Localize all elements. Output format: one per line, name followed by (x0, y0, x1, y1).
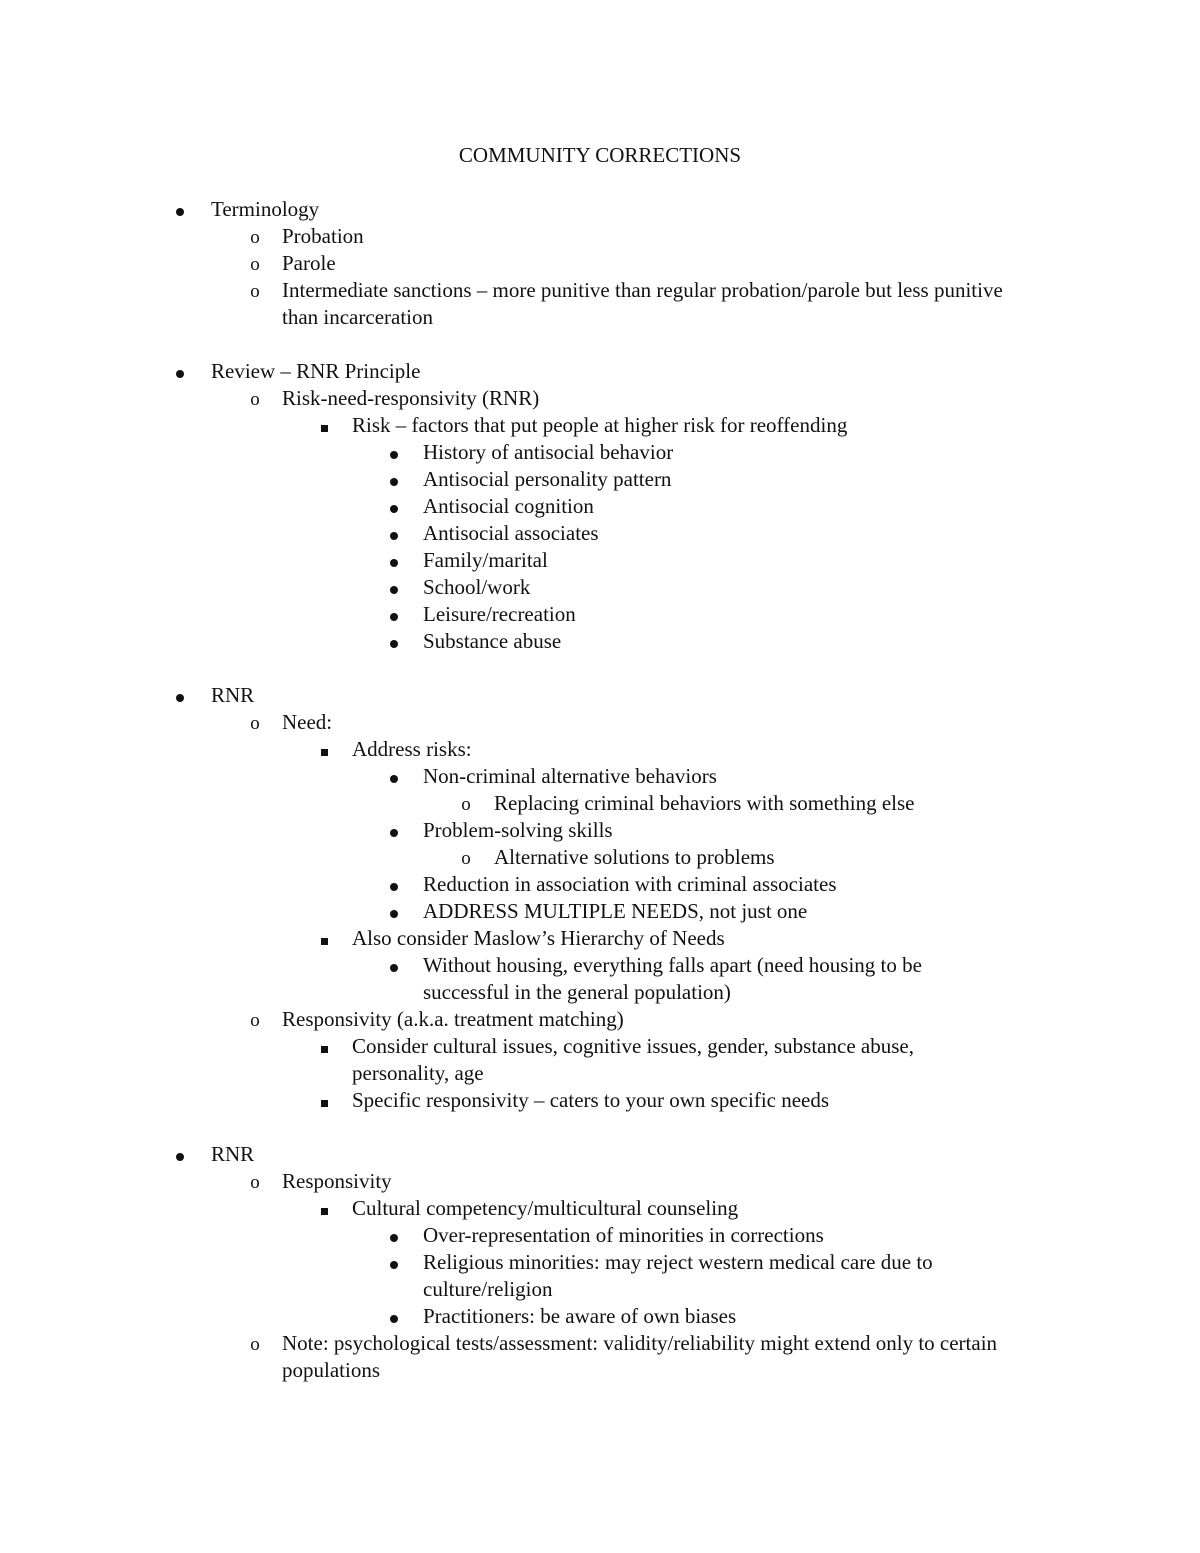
blank-line (0, 655, 1200, 682)
bullet-square-icon (314, 412, 334, 439)
list-item (0, 1249, 1200, 1303)
list-item (0, 1033, 1200, 1087)
bullet-dot-icon (384, 1249, 404, 1276)
bullet-dot-icon (384, 493, 404, 520)
list-item (0, 196, 1200, 223)
list-item (0, 223, 1200, 250)
bullet-circle-icon: o (461, 848, 471, 869)
bullet-circle-icon: o (250, 1334, 260, 1355)
bullet-dot-icon (384, 817, 404, 844)
list-item-text: Non-criminal alternative behaviors (423, 764, 717, 788)
list-item-text: Specific responsivity – caters to your own specific needs (352, 1088, 830, 1112)
list-item-text: Practitioners: be aware of own biases (423, 1304, 737, 1328)
list-item-text: Replacing criminal behaviors with something else (494, 791, 915, 815)
list-item-text: ADDRESS MULTIPLE NEEDS, not just one (423, 899, 808, 923)
list-item-text: Over-representation of minorities in corrections (423, 1223, 824, 1247)
list-item (0, 844, 1200, 871)
bullet-dot-icon (384, 520, 404, 547)
list-item (0, 574, 1200, 601)
list-item-text: Cultural competency/multicultural counseling (352, 1196, 739, 1220)
list-item (0, 682, 1200, 709)
bullet-circle-icon: o (250, 254, 260, 275)
list-item (0, 1303, 1200, 1330)
list-item-text: Parole (282, 251, 336, 275)
bullet-dot-icon (384, 952, 404, 979)
list-item (0, 466, 1200, 493)
bullet-dot-icon (384, 1222, 404, 1249)
outline-list (0, 196, 1200, 1384)
list-item-text: RNR (211, 1142, 255, 1166)
list-item-text: RNR (211, 683, 255, 707)
page-title: COMMUNITY CORRECTIONS (458, 143, 742, 167)
bullet-circle-icon: o (250, 281, 260, 302)
list-item (0, 1330, 1200, 1384)
list-item (0, 493, 1200, 520)
list-item (0, 1222, 1200, 1249)
list-item (0, 1006, 1200, 1033)
bullet-dot-icon (384, 439, 404, 466)
list-item (0, 628, 1200, 655)
list-item-text: School/work (423, 575, 531, 599)
bullet-circle-icon: o (250, 1010, 260, 1031)
list-item-text: Antisocial associates (423, 521, 599, 545)
list-item-text: Without housing, everything falls apart (need housing to be successful in the general population) (423, 953, 922, 1004)
list-item-text: Responsivity (282, 1169, 392, 1193)
list-item (0, 547, 1200, 574)
bullet-dot-icon (384, 466, 404, 493)
list-item-text: Terminology (211, 197, 320, 221)
list-item-text: Need: (282, 710, 333, 734)
list-item (0, 790, 1200, 817)
list-item (0, 412, 1200, 439)
list-item-text: Risk – factors that put people at higher risk for reoffending (352, 413, 848, 437)
bullet-circle-icon: o (250, 227, 260, 248)
bullet-circle-icon: o (461, 794, 471, 815)
bullet-dot-icon (384, 547, 404, 574)
bullet-square-icon (314, 1087, 334, 1114)
blank-line (0, 1114, 1200, 1141)
list-item-text: Reduction in association with criminal associates (423, 872, 837, 896)
list-item-text: Religious minorities: may reject western medical care due to culture/religion (423, 1250, 933, 1301)
list-item-text: History of antisocial behavior (423, 440, 674, 464)
list-item (0, 358, 1200, 385)
bullet-square-icon (314, 1195, 334, 1222)
list-item-text: Antisocial cognition (423, 494, 594, 518)
blank-line (0, 331, 1200, 358)
list-item (0, 736, 1200, 763)
list-item (0, 763, 1200, 790)
bullet-dot-icon (170, 682, 190, 709)
list-item-text: Alternative solutions to problems (494, 845, 775, 869)
list-item (0, 601, 1200, 628)
list-item (0, 1087, 1200, 1114)
bullet-dot-icon (384, 871, 404, 898)
list-item (0, 871, 1200, 898)
list-item-text: Risk-need-responsivity (RNR) (282, 386, 540, 410)
list-item-text: Review – RNR Principle (211, 359, 421, 383)
list-item (0, 1195, 1200, 1222)
bullet-dot-icon (170, 358, 190, 385)
list-item (0, 925, 1200, 952)
list-item-text: Also consider Maslow’s Hierarchy of Needs (352, 926, 725, 950)
list-item-text: Responsivity (a.k.a. treatment matching) (282, 1007, 624, 1031)
list-item (0, 250, 1200, 277)
list-item (0, 952, 1200, 1006)
bullet-dot-icon (384, 898, 404, 925)
list-item-text: Antisocial personality pattern (423, 467, 672, 491)
list-item (0, 1141, 1200, 1168)
bullet-circle-icon: o (250, 389, 260, 410)
list-item (0, 277, 1200, 331)
bullet-dot-icon (384, 763, 404, 790)
bullet-square-icon (314, 736, 334, 763)
bullet-square-icon (314, 925, 334, 952)
list-item (0, 439, 1200, 466)
bullet-dot-icon (384, 601, 404, 628)
list-item (0, 898, 1200, 925)
bullet-circle-icon: o (250, 713, 260, 734)
bullet-dot-icon (170, 196, 190, 223)
list-item-text: Note: psychological tests/assessment: validity/reliability might extend only to certain populations (282, 1331, 998, 1382)
bullet-dot-icon (384, 574, 404, 601)
list-item (0, 520, 1200, 547)
bullet-dot-icon (170, 1141, 190, 1168)
list-item-text: Probation (282, 224, 364, 248)
list-item-text: Family/marital (423, 548, 548, 572)
list-item-text: Address risks: (352, 737, 472, 761)
list-item-text: Consider cultural issues, cognitive issues, gender, substance abuse, personality, age (352, 1034, 914, 1085)
list-item-text: Intermediate sanctions – more punitive than regular probation/parole but less punitive than incarceration (282, 278, 1003, 329)
list-item (0, 709, 1200, 736)
list-item-text: Leisure/recreation (423, 602, 576, 626)
list-item (0, 1168, 1200, 1195)
bullet-circle-icon: o (250, 1172, 260, 1193)
list-item-text: Substance abuse (423, 629, 562, 653)
list-item (0, 385, 1200, 412)
bullet-dot-icon (384, 628, 404, 655)
bullet-square-icon (314, 1033, 334, 1060)
list-item-text: Problem-solving skills (423, 818, 613, 842)
bullet-dot-icon (384, 1303, 404, 1330)
list-item (0, 817, 1200, 844)
